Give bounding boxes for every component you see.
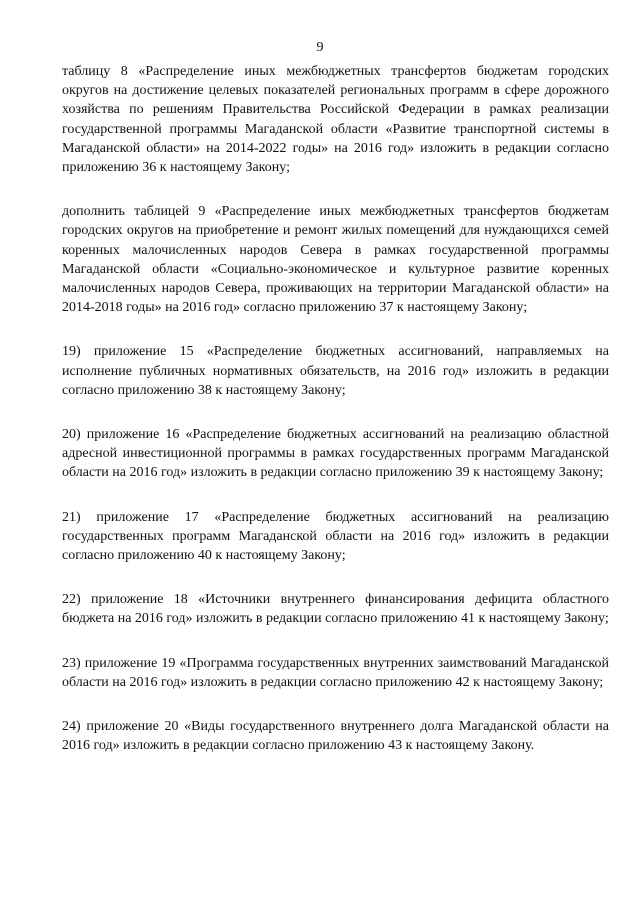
page-number: 9 [316, 40, 324, 55]
paragraph-item-22: 22) приложение 18 «Источники внутреннего финансирования дефицита областного бюджета на 2016 год» изложить в редакции согласно приложению 41 к настоящему Закону; [62, 592, 609, 627]
paragraph-item-24: 24) приложение 20 «Виды государственного внутреннего долга Магаданской области на 2016 год» изложить в редакции согласно приложению 43 к настоящему Закону. [62, 719, 609, 754]
paragraph-spacer [62, 629, 609, 654]
document-body [62, 62, 609, 755]
paragraph-spacer [62, 565, 609, 590]
paragraph-spacer [62, 317, 609, 342]
paragraph-spacer [62, 692, 609, 717]
paragraph-item-23: 23) приложение 19 «Программа государственных внутренних заимствований Магаданской области на 2016 год» изложить в редакции согласно приложению 42 к настоящему Закону; [62, 655, 609, 690]
paragraph-spacer [62, 400, 609, 425]
paragraph-table-9: дополнить таблицей 9 «Распределение иных межбюджетных трансфертов бюджетам городских округов на приобретение и ремонт жилых помещений для нуждающихся семей коренных малочисленных народов Севера в рамках государственной программы Магаданской области «Социально-экономическое и культурное развитие коренных малочисленных народов Севера, проживающих на территории Магаданской области» на 2014-2018 годы» на 2016 год» согласно приложению 37 к настоящему Закону; [62, 204, 609, 316]
paragraph-item-20: 20) приложение 16 «Распределение бюджетных ассигнований на реализацию областной адресной инвестиционной программы в рамках государственных программ Магаданской области на 2016 год» изложить в редакции согласно приложению 39 к настоящему Закону; [62, 427, 609, 481]
paragraph-spacer [62, 483, 609, 508]
paragraph-spacer [62, 177, 609, 202]
paragraph-item-19: 19) приложение 15 «Распределение бюджетных ассигнований, направляемых на исполнение публичных нормативных обязательств, на 2016 год» изложить в редакции согласно приложению 38 к настоящему Закону; [62, 344, 609, 398]
paragraph-table-8: таблицу 8 «Распределение иных межбюджетных трансфертов бюджетам городских округов на достижение целевых показателей региональных программ в сфере дорожного хозяйства по решениям Правительства Российской Федерации в рамках реализации государственной программы Магаданской области «Развитие транспортной системы в Магаданской области» на 2014-2022 годы» на 2016 год» изложить в редакции согласно приложению 36 к настоящему Закону; [62, 64, 609, 176]
paragraph-item-21: 21) приложение 17 «Распределение бюджетных ассигнований на реализацию государственных программ Магаданской области на 2016 год» изложить в редакции согласно приложению 40 к настоящему Закону; [62, 509, 609, 564]
